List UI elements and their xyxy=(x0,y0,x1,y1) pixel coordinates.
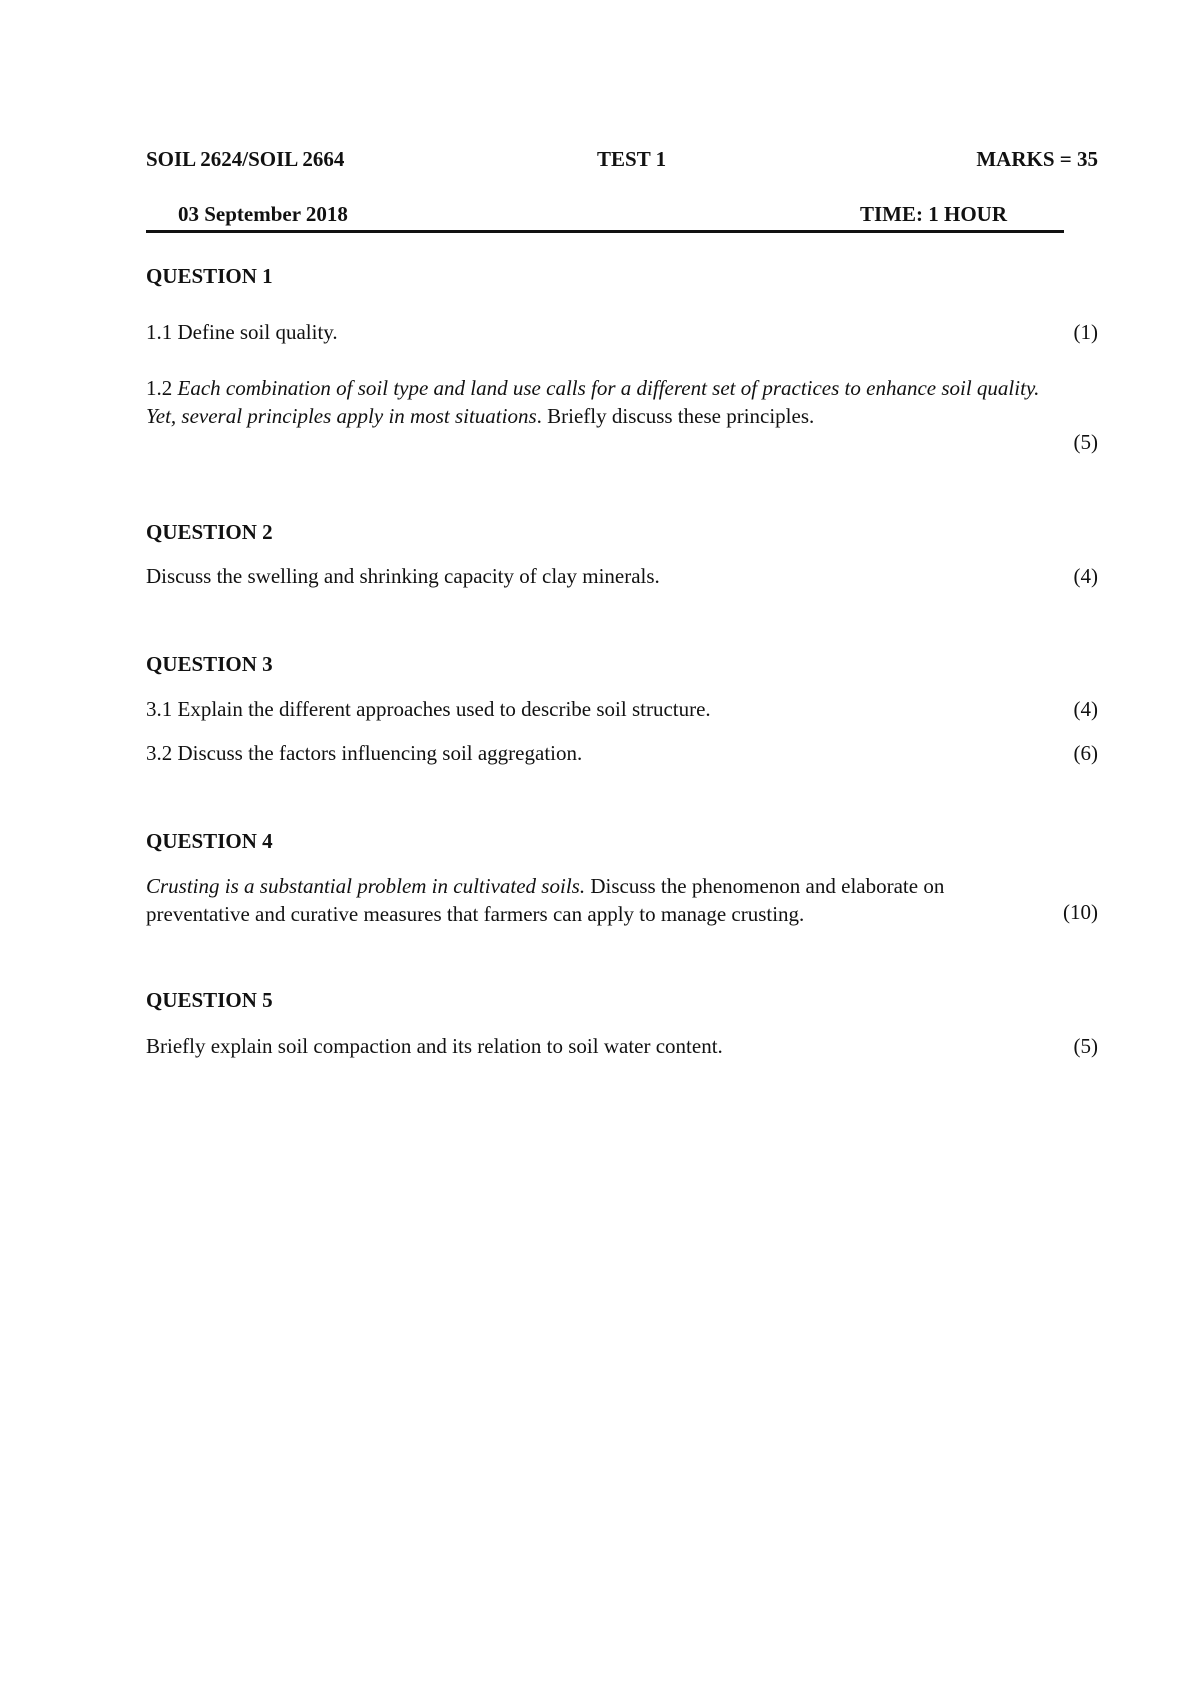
question-4-marks: (10) xyxy=(1063,900,1098,924)
item-text: Explain the different approaches used to describe soil structure. xyxy=(177,697,711,721)
question-4-text xyxy=(146,872,1046,928)
question-2-text: Discuss the swelling and shrinking capacity of clay minerals. xyxy=(146,564,660,588)
test-title: TEST 1 xyxy=(597,147,667,171)
item-number: 1.2 xyxy=(146,376,173,400)
question-4-title: QUESTION 4 xyxy=(146,829,273,853)
question-3-title: QUESTION 3 xyxy=(146,652,273,676)
question-1-1 xyxy=(146,320,338,345)
question-2-marks: (4) xyxy=(1073,564,1098,588)
header-divider xyxy=(146,230,1064,233)
question-1-2 xyxy=(146,374,1064,430)
question-1-1-marks: (1) xyxy=(1073,320,1098,344)
item-number: 3.2 xyxy=(146,741,173,765)
question-2-title: QUESTION 2 xyxy=(146,520,273,544)
question-3-1-marks: (4) xyxy=(1073,697,1098,721)
item-number: 3.1 xyxy=(146,697,173,721)
item-number: 1.1 xyxy=(146,320,173,344)
question-5-marks: (5) xyxy=(1073,1034,1098,1058)
question-3-1 xyxy=(146,697,711,722)
item-text: . Briefly discuss these principles. xyxy=(536,404,815,428)
item-italic-text: Each combination of soil type and land use calls for a different set of practices to enhance soil quality. Yet, several principles apply in most situations xyxy=(146,376,1040,428)
exam-date: 03 September 2018 xyxy=(178,202,348,226)
item-italic-text: Crusting is a substantial problem in cultivated soils. xyxy=(146,874,586,898)
total-marks: MARKS = 35 xyxy=(976,147,1098,171)
question-5-title: QUESTION 5 xyxy=(146,988,273,1012)
exam-time: TIME: 1 HOUR xyxy=(860,202,1007,226)
item-text: Discuss the factors influencing soil aggregation. xyxy=(177,741,583,765)
item-text: Discuss the phenomenon and elaborate on preventative and curative measures that farmers can apply to manage crusting. xyxy=(146,874,945,926)
course-code: SOIL 2624/SOIL 2664 xyxy=(146,147,345,171)
question-3-2 xyxy=(146,741,582,766)
question-5-text: Briefly explain soil compaction and its relation to soil water content. xyxy=(146,1034,723,1058)
item-text: Define soil quality. xyxy=(177,320,338,344)
question-1-2-marks: (5) xyxy=(1073,430,1098,454)
question-3-2-marks: (6) xyxy=(1073,741,1098,765)
question-1-title: QUESTION 1 xyxy=(146,264,273,288)
